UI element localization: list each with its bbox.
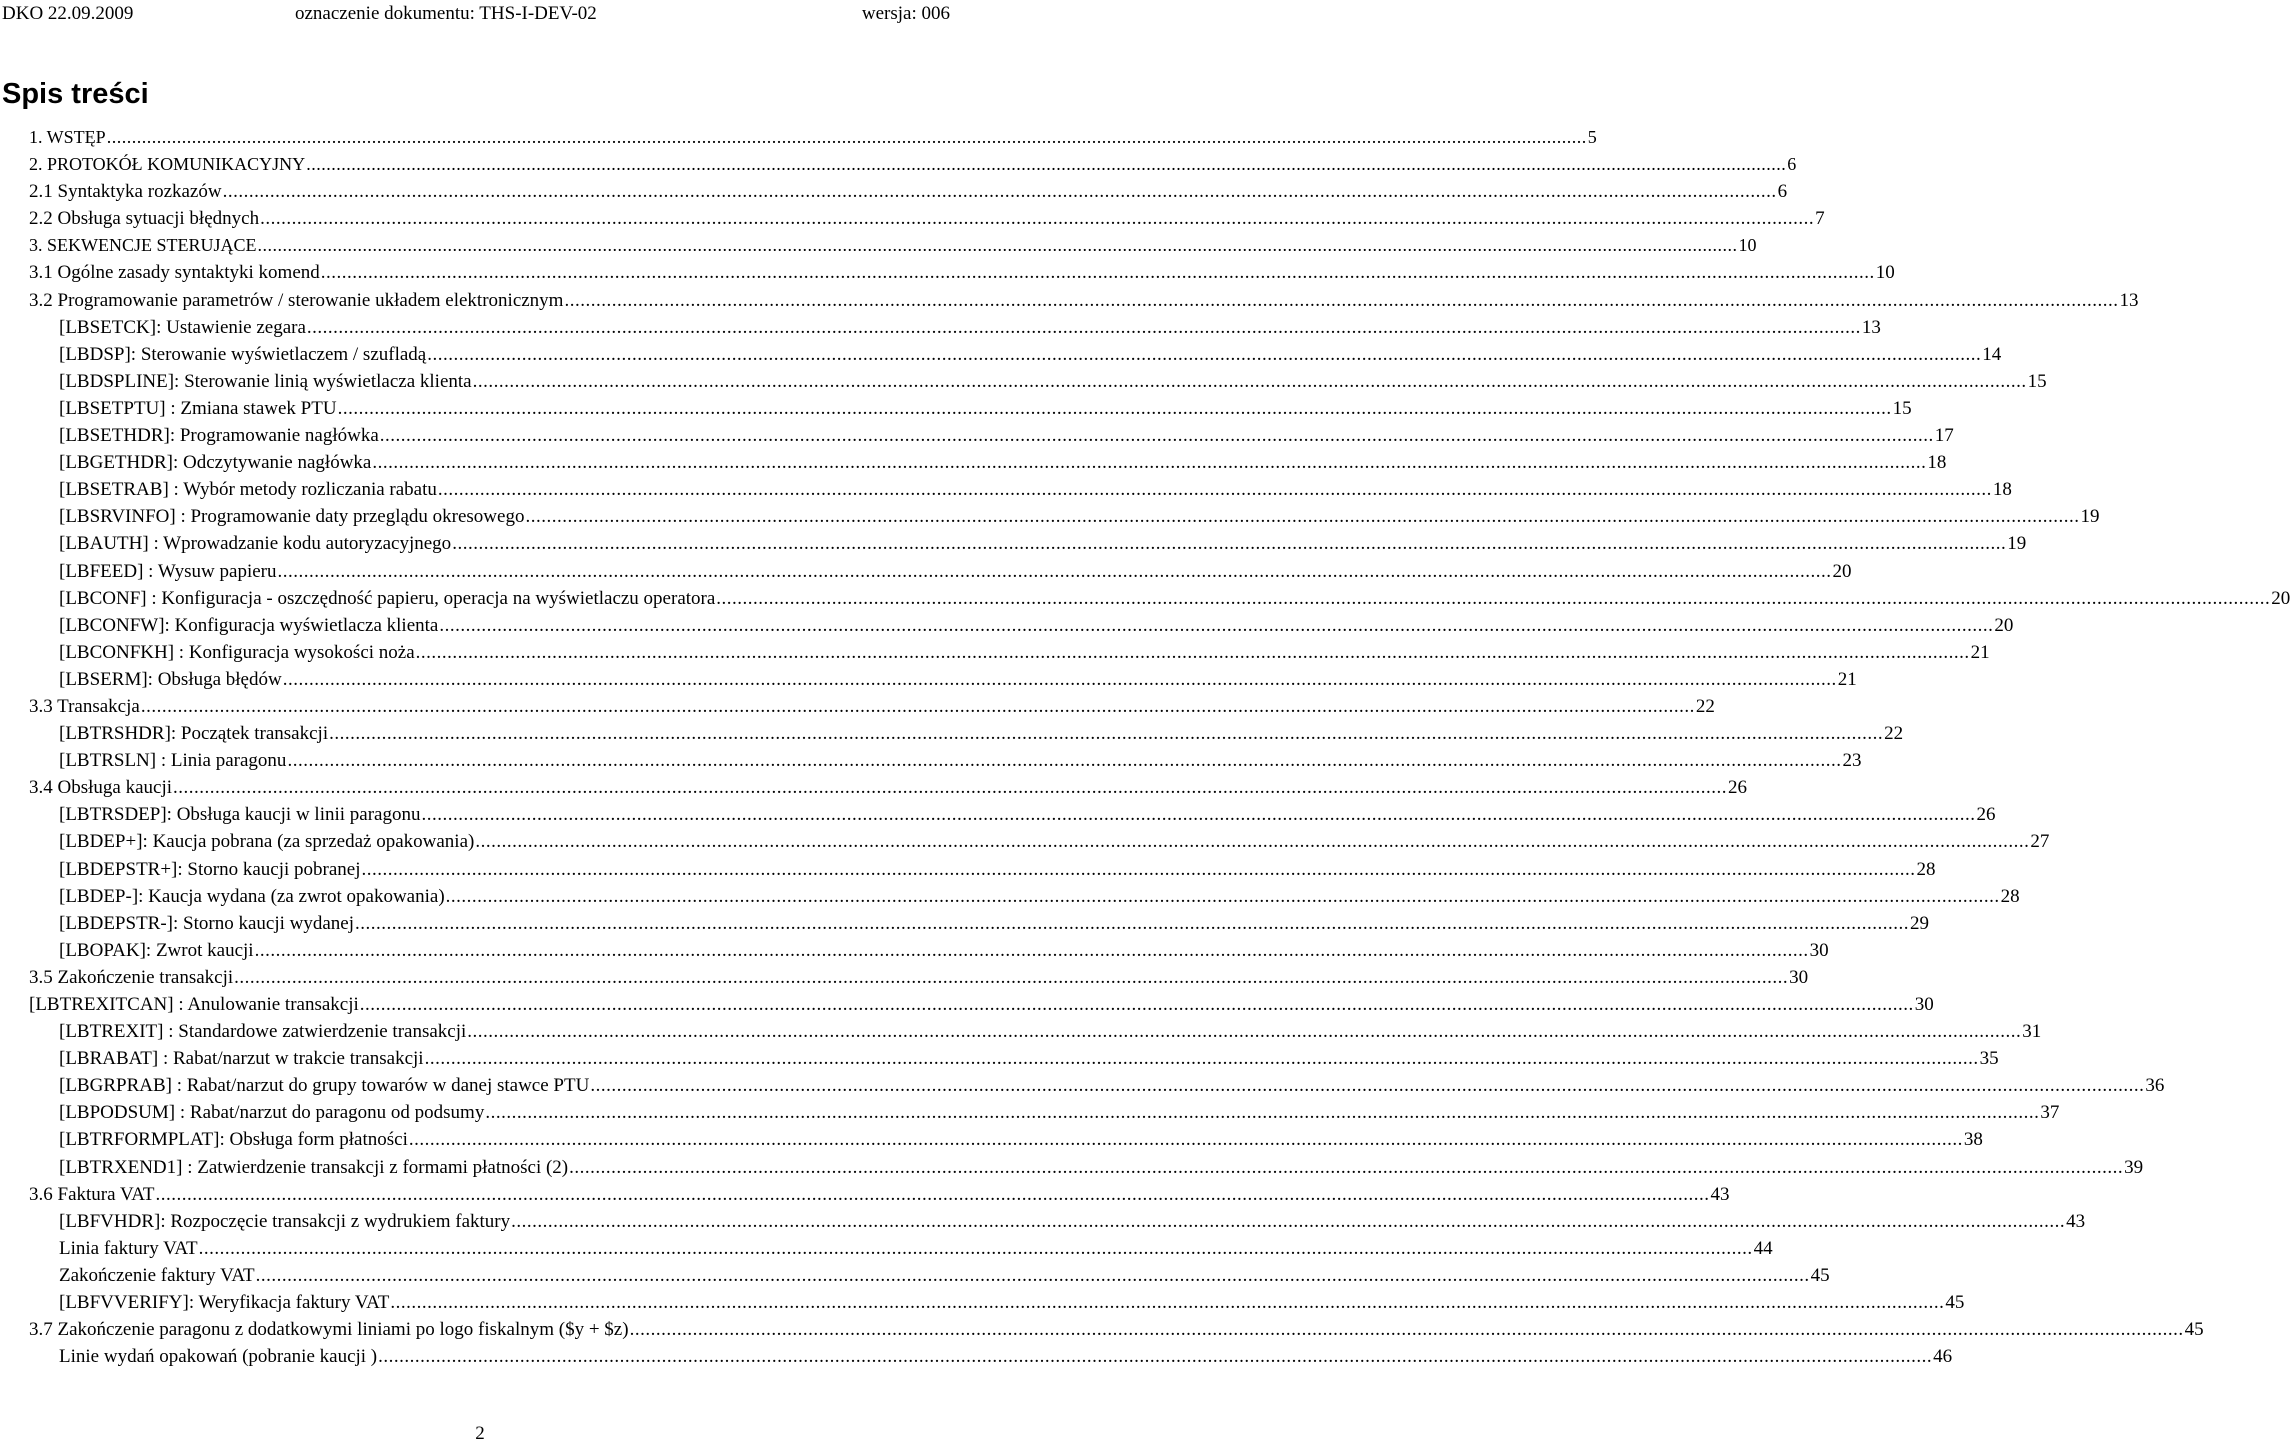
toc-entry-title: 3.3 Transakcja xyxy=(29,695,140,717)
toc-entry-title: Linia faktury VAT xyxy=(59,1237,198,1259)
toc-entry-title: [LBDEPSTR-]: Storno kaucji wydanej xyxy=(59,912,354,934)
toc-entry[interactable] xyxy=(0,747,1862,774)
toc-entry[interactable] xyxy=(0,314,1881,341)
toc-entry-page: 26 xyxy=(1728,777,1748,799)
toc-entry-title: Zakończenie faktury VAT xyxy=(59,1264,255,1286)
toc-entry-title: [LBRABAT] : Rabat/narzut w trakcie transakcji xyxy=(59,1048,424,1070)
toc-entry-title: 2.1 Syntaktyka rozkazów xyxy=(29,181,222,203)
toc-dot-leader xyxy=(427,341,1981,368)
toc-entry-title: [LBSERM]: Obsługa błędów xyxy=(59,668,282,690)
toc-entry-title: [LBSETHDR]: Programowanie nagłówka xyxy=(59,425,379,447)
toc-entry-page: 27 xyxy=(2030,831,2050,853)
toc-entry-page: 20 xyxy=(1832,560,1852,582)
toc-entry-page: 44 xyxy=(1753,1237,1773,1259)
toc-entry-page: 26 xyxy=(1976,804,1996,826)
toc-dot-leader xyxy=(485,1099,2039,1126)
toc-entry-page: 36 xyxy=(2145,1075,2165,1097)
toc-dot-leader xyxy=(283,666,1837,693)
toc-entry-page: 35 xyxy=(1979,1048,1999,1070)
toc-entry-page: 15 xyxy=(2027,370,2047,392)
toc-entry[interactable] xyxy=(0,232,1757,259)
toc-entry[interactable] xyxy=(0,666,1857,693)
toc-entry-page: 45 xyxy=(1810,1264,1830,1286)
toc-entry[interactable] xyxy=(0,205,1825,232)
toc-dot-leader xyxy=(223,178,1777,205)
toc-entry[interactable] xyxy=(0,1045,1999,1072)
toc-entry-title: 3.4 Obsługa kaucji xyxy=(29,777,173,799)
toc-entry-title: [LBCONF] : Konfiguracja - oszczędność papieru, operacja na wyświetlaczu operatora xyxy=(59,587,716,609)
toc-entry[interactable] xyxy=(0,1343,1953,1370)
toc-dot-leader xyxy=(390,1289,1944,1316)
toc-entry-page: 14 xyxy=(1982,343,2002,365)
toc-entry-title: Linie wydań opakowań (pobranie kaucji ) xyxy=(59,1346,378,1368)
toc-entry-title: 3.1 Ogólne zasady syntaktyki komend xyxy=(29,262,320,284)
toc-dot-leader xyxy=(256,1262,1810,1289)
toc-dot-leader xyxy=(255,937,1809,964)
toc-dot-leader xyxy=(452,530,2006,557)
toc-entry-title: [LBDSPLINE]: Sterowanie linią wyświetlacza klienta xyxy=(59,370,472,392)
toc-entry-page: 30 xyxy=(1789,966,1809,988)
toc-entry-title: [LBCONFW]: Konfiguracja wyświetlacza klienta xyxy=(59,614,439,636)
toc-dot-leader xyxy=(409,1126,1963,1153)
toc-entry[interactable] xyxy=(0,558,1852,585)
toc-dot-leader xyxy=(155,1181,1709,1208)
toc-entry-title: [LBSETCK]: Ustawienie zegara xyxy=(59,316,306,338)
toc-dot-leader xyxy=(439,612,1993,639)
toc-entry-title: [LBDEPSTR+]: Storno kaucji pobranej xyxy=(59,858,361,880)
toc-entry-page: 6 xyxy=(1787,154,1797,175)
toc-entry-title: [LBFVVERIFY]: Weryfikacja faktury VAT xyxy=(59,1292,390,1314)
toc-dot-leader xyxy=(321,259,1875,286)
toc-entry[interactable] xyxy=(0,1235,1773,1262)
toc-entry[interactable] xyxy=(0,585,2290,612)
header-document-id: oznaczenie dokumentu: THS-I-DEV-02 xyxy=(295,3,597,24)
toc-entry-page: 18 xyxy=(1992,479,2012,501)
toc-entry-page: 22 xyxy=(1695,695,1715,717)
toc-entry[interactable] xyxy=(0,937,1829,964)
toc-entry-page: 20 xyxy=(2271,587,2290,609)
toc-dot-leader xyxy=(416,639,1970,666)
toc-entry[interactable] xyxy=(0,476,2012,503)
toc-dot-leader xyxy=(360,991,1914,1018)
toc-dot-leader xyxy=(564,287,2118,314)
toc-entry-title: [LBAUTH] : Wprowadzanie kodu autoryzacyjnego xyxy=(59,533,452,555)
toc-entry-page: 7 xyxy=(1815,208,1825,230)
toc-dot-leader xyxy=(467,1018,2021,1045)
toc-entry[interactable] xyxy=(0,259,1895,286)
toc-entry-title: [LBTRSLN] : Linia paragonu xyxy=(59,750,287,772)
toc-entry[interactable] xyxy=(0,801,1996,828)
toc-entry-page: 22 xyxy=(1884,723,1904,745)
toc-entry[interactable] xyxy=(0,910,1929,937)
toc-entry-page: 17 xyxy=(1934,425,1954,447)
toc-entry-page: 18 xyxy=(1927,452,1947,474)
toc-entry-page: 6 xyxy=(1777,181,1788,203)
toc-entry[interactable] xyxy=(0,287,2139,314)
toc-dot-leader xyxy=(329,720,1883,747)
toc-dot-leader xyxy=(380,422,1934,449)
toc-entry-title: 3.5 Zakończenie transakcji xyxy=(29,966,234,988)
page-title: Spis treści xyxy=(2,78,149,110)
toc-dot-leader xyxy=(258,232,1738,259)
toc-entry[interactable] xyxy=(0,341,2002,368)
toc-dot-leader xyxy=(473,368,2027,395)
toc-entry-page: 19 xyxy=(2080,506,2100,528)
toc-entry-title: [LBSRVINFO] : Programowanie daty przeglądu okresowego xyxy=(59,506,525,528)
header-version: wersja: 006 xyxy=(861,3,950,24)
toc-entry-title: [LBDSP]: Sterowanie wyświetlaczem / szufladą xyxy=(59,343,427,365)
toc-entry[interactable] xyxy=(0,395,1912,422)
toc-entry-page: 29 xyxy=(1910,912,1929,934)
toc-entry[interactable] xyxy=(0,1154,2144,1181)
toc-entry[interactable] xyxy=(0,151,1797,178)
toc-entry[interactable] xyxy=(0,124,1597,151)
toc-dot-leader xyxy=(173,774,1727,801)
page-number: 2 xyxy=(475,1423,485,1444)
toc-entry[interactable] xyxy=(0,720,1904,747)
toc-dot-leader xyxy=(525,503,2079,530)
toc-dot-leader xyxy=(421,801,1975,828)
toc-entry-title: [LBGRPRAB] : Rabat/narzut do grupy towarów w danej stawce PTU xyxy=(59,1075,590,1097)
toc-entry-page: 31 xyxy=(2022,1021,2042,1043)
toc-entry[interactable] xyxy=(0,422,1954,449)
toc-entry-page: 46 xyxy=(1933,1346,1953,1368)
toc-entry-page: 28 xyxy=(2000,885,2020,907)
toc-entry-title: [LBTRSDEP]: Obsługa kaucji w linii paragonu xyxy=(59,804,421,826)
toc-entry-title: [LBDEP-]: Kaucja wydana (za zwrot opakowania) xyxy=(59,885,445,907)
toc-entry-title: 3. SEKWENCJE STERUJĄCE xyxy=(29,235,257,256)
toc-entry[interactable] xyxy=(0,1018,2042,1045)
toc-dot-leader xyxy=(307,314,1861,341)
toc-entry[interactable] xyxy=(0,991,1934,1018)
toc-entry-page: 10 xyxy=(1738,235,1757,256)
toc-dot-leader xyxy=(590,1072,2144,1099)
toc-dot-leader xyxy=(260,205,1814,232)
toc-entry-title: 1. WSTĘP xyxy=(29,127,106,147)
toc-entry-title: [LBCONFKH] : Konfiguracja wysokości noża xyxy=(59,641,415,663)
toc-entry-title: [LBGETHDR]: Odczytywanie nagłówka xyxy=(59,452,372,474)
toc-entry[interactable] xyxy=(0,1072,2165,1099)
toc-entry-page: 13 xyxy=(2119,289,2139,311)
toc-entry-page: 10 xyxy=(1875,262,1895,284)
toc-dot-leader xyxy=(511,1208,2065,1235)
toc-entry[interactable] xyxy=(0,639,1990,666)
toc-entry-page: 38 xyxy=(1963,1129,1983,1151)
toc-entry-title: 3.6 Faktura VAT xyxy=(29,1183,155,1205)
toc-dot-leader xyxy=(475,828,2029,855)
toc-entry[interactable] xyxy=(0,883,2020,910)
toc-entry-title: [LBDEP+]: Kaucja pobrana (za sprzedaż opakowania) xyxy=(59,831,475,853)
toc-entry[interactable] xyxy=(0,178,1788,205)
toc-entry-title: 2. PROTOKÓŁ KOMUNIKACYJNY xyxy=(29,154,306,175)
toc-entry-page: 15 xyxy=(1892,397,1912,419)
toc-entry[interactable] xyxy=(0,856,1936,883)
toc-entry[interactable] xyxy=(0,828,2050,855)
page-footer xyxy=(0,1423,960,1445)
toc-entry-page: 19 xyxy=(2007,533,2027,555)
toc-dot-leader xyxy=(425,1045,1979,1072)
toc-entry[interactable] xyxy=(0,612,2014,639)
toc-dot-leader xyxy=(287,747,1841,774)
toc-entry-page: 5 xyxy=(1587,127,1597,147)
toc-entry-title: [LBTREXIT] : Standardowe zatwierdzenie transakcji xyxy=(59,1021,467,1043)
toc-dot-leader xyxy=(569,1154,2123,1181)
toc-dot-leader xyxy=(234,964,1788,991)
toc-entry[interactable] xyxy=(0,1126,1983,1153)
toc-entry[interactable] xyxy=(0,1099,2060,1126)
toc-entry[interactable] xyxy=(0,1289,1965,1316)
toc-entry[interactable] xyxy=(0,693,1715,720)
toc-dot-leader xyxy=(446,883,2000,910)
toc-dot-leader xyxy=(306,151,1786,178)
toc-entry-title: [LBFVHDR]: Rozpoczęcie transakcji z wydrukiem faktury xyxy=(59,1210,511,1232)
toc-dot-leader xyxy=(141,693,1695,720)
toc-dot-leader xyxy=(362,856,1916,883)
toc-entry-title: [LBOPAK]: Zwrot kaucji xyxy=(59,939,254,961)
toc-entry[interactable] xyxy=(0,1181,1730,1208)
toc-dot-leader xyxy=(338,395,1892,422)
toc-entry[interactable] xyxy=(0,1316,2204,1343)
page-header xyxy=(0,3,960,25)
toc-entry-page: 37 xyxy=(2040,1102,2060,1124)
toc-entry-page: 28 xyxy=(1916,858,1936,880)
toc-entry-title: [LBTRXEND1] : Zatwierdzenie transakcji z formami płatności (2) xyxy=(59,1156,569,1178)
toc-entry-page: 21 xyxy=(1970,641,1990,663)
toc-entry-page: 13 xyxy=(1861,316,1881,338)
toc-entry-page: 43 xyxy=(1710,1183,1730,1205)
toc-entry-page: 30 xyxy=(1914,994,1934,1015)
toc-entry-page: 30 xyxy=(1809,939,1829,961)
toc-entry[interactable] xyxy=(0,503,2100,530)
toc-entry[interactable] xyxy=(0,530,2027,557)
toc-entry[interactable] xyxy=(0,774,1748,801)
toc-entry[interactable] xyxy=(0,449,1947,476)
toc-entry-title: [LBTRSHDR]: Początek transakcji xyxy=(59,723,329,745)
toc-dot-leader xyxy=(438,476,1992,503)
toc-entry-page: 21 xyxy=(1837,668,1857,690)
toc-entry-page: 23 xyxy=(1842,750,1862,772)
toc-dot-leader xyxy=(278,558,1832,585)
toc-entry-title: [LBFEED] : Wysuw papieru xyxy=(59,560,277,582)
toc-dot-leader xyxy=(107,124,1587,151)
toc-entry-title: [LBPODSUM] : Rabat/narzut do paragonu od podsumy xyxy=(59,1102,485,1124)
toc-dot-leader xyxy=(372,449,1926,476)
toc-entry-title: [LBTREXITCAN] : Anulowanie transakcji xyxy=(29,994,359,1015)
toc-entry-page: 45 xyxy=(1945,1292,1965,1314)
toc-dot-leader xyxy=(716,585,2270,612)
toc-entry-page: 20 xyxy=(1994,614,2014,636)
table-of-contents xyxy=(0,124,2290,1370)
toc-entry-title: [LBSETPTU] : Zmiana stawek PTU xyxy=(59,397,337,419)
toc-dot-leader xyxy=(378,1343,1932,1370)
toc-entry-title: [LBSETRAB] : Wybór metody rozliczania rabatu xyxy=(59,479,437,501)
toc-dot-leader xyxy=(355,910,1909,937)
toc-entry[interactable] xyxy=(0,964,1809,991)
toc-entry[interactable] xyxy=(0,1262,1830,1289)
toc-dot-leader xyxy=(199,1235,1753,1262)
header-date: DKO 22.09.2009 xyxy=(2,3,134,24)
toc-entry[interactable] xyxy=(0,368,2047,395)
toc-entry-title: 3.2 Programowanie parametrów / sterowanie układem elektronicznym xyxy=(29,289,564,311)
toc-entry-title: [LBTRFORMPLAT]: Obsługa form płatności xyxy=(59,1129,408,1151)
toc-entry[interactable] xyxy=(0,1208,2086,1235)
toc-entry-title: 3.7 Zakończenie paragonu z dodatkowymi liniami po logo fiskalnym ($y + $z) xyxy=(29,1319,629,1341)
toc-entry-page: 43 xyxy=(2066,1210,2086,1232)
toc-dot-leader xyxy=(630,1316,2184,1343)
toc-entry-page: 45 xyxy=(2184,1319,2204,1341)
toc-entry-page: 39 xyxy=(2124,1156,2144,1178)
toc-entry-title: 2.2 Obsługa sytuacji błędnych xyxy=(29,208,260,230)
